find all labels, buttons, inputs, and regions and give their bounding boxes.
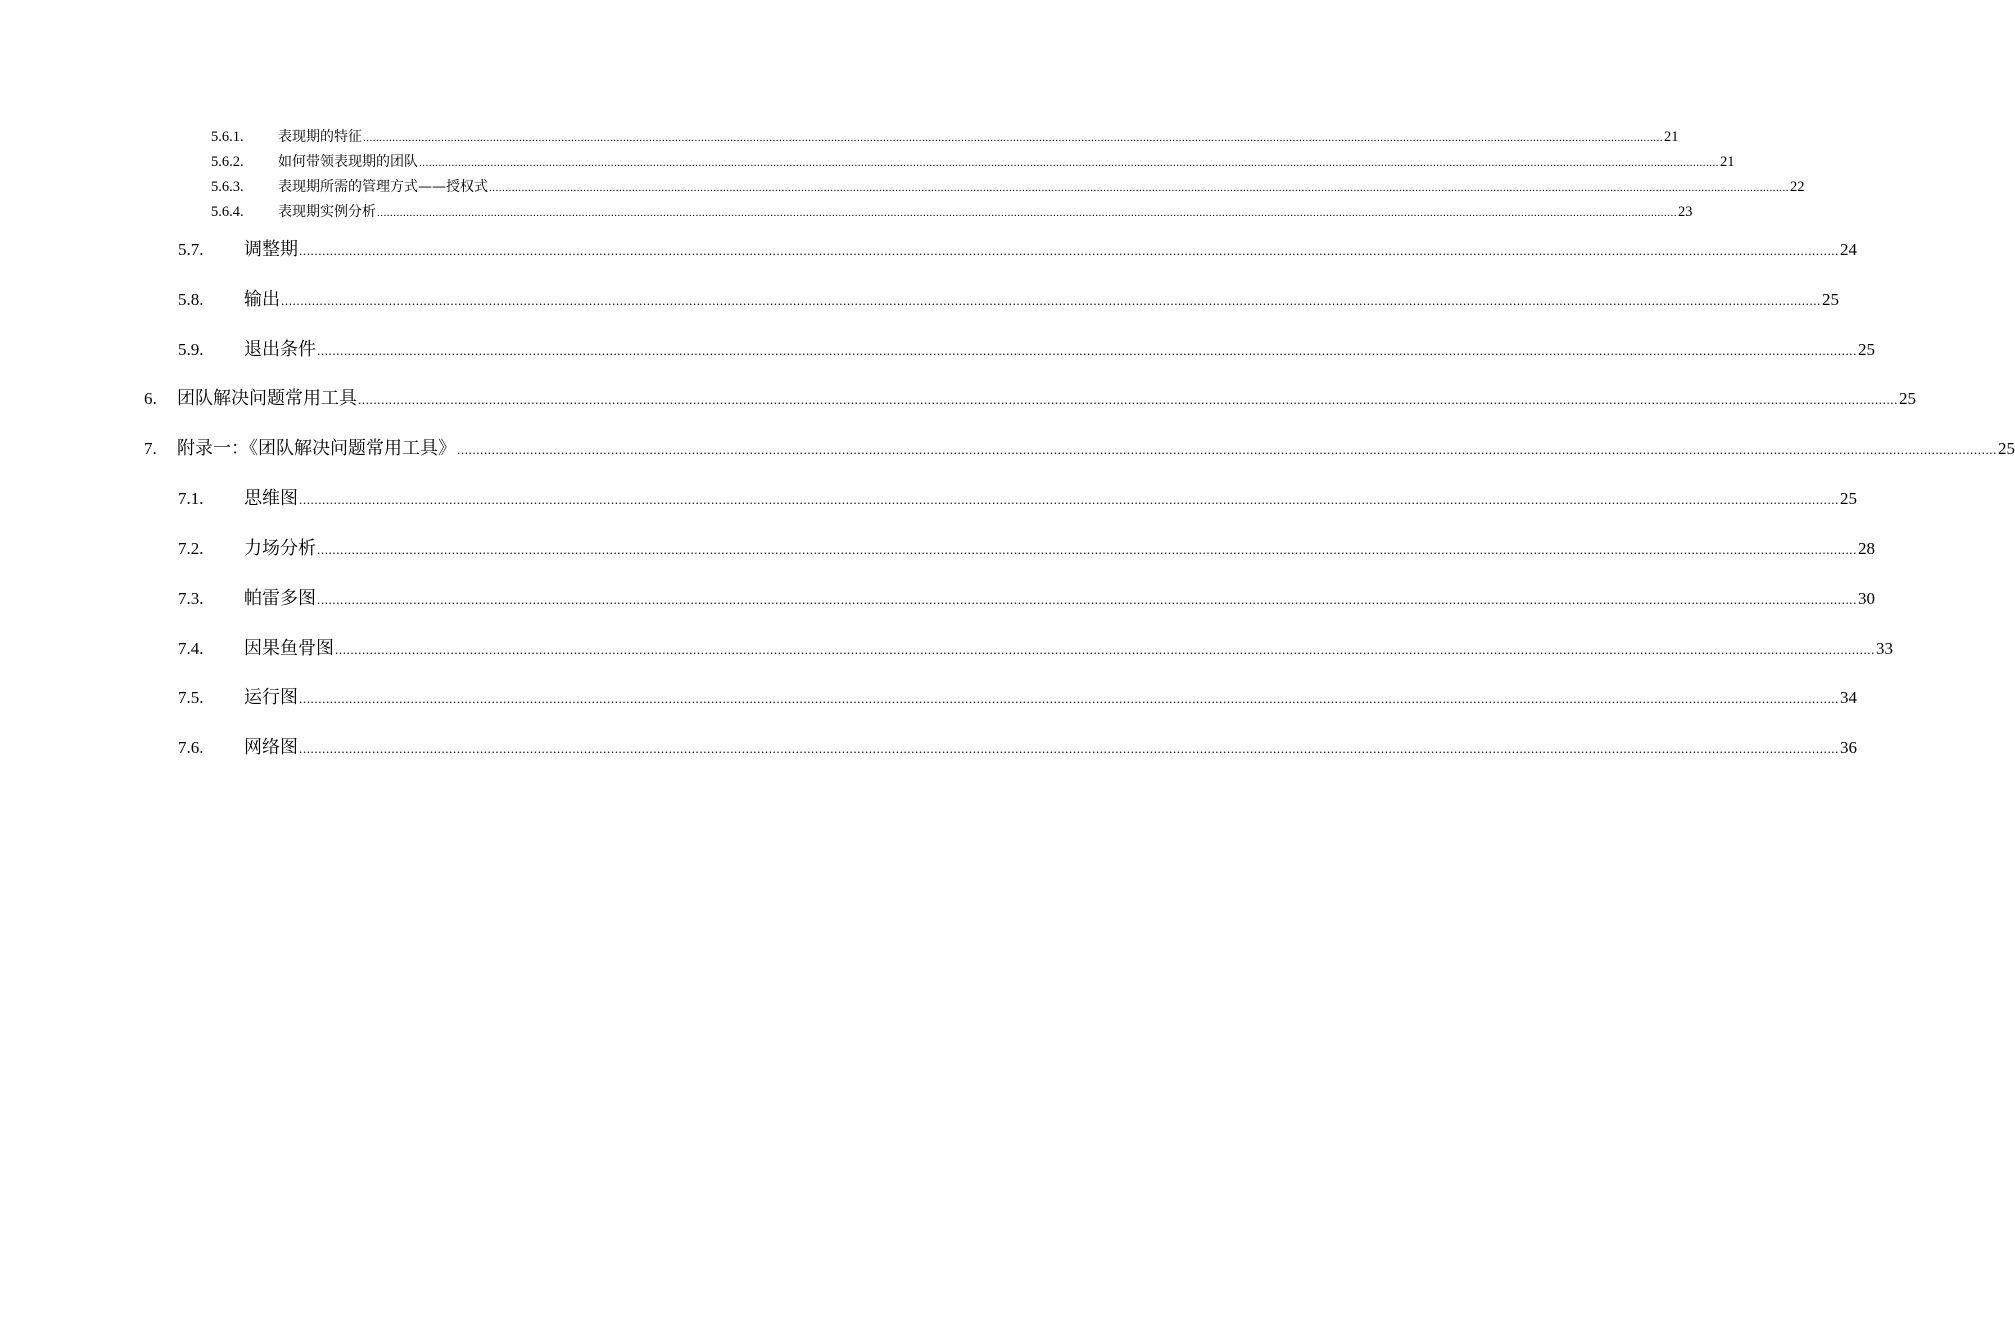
toc-entry-title: 表现期的特征 [278,129,362,145]
toc-entry-7-4[interactable] [178,636,1893,662]
toc-entry-page: 22 [1790,179,1805,195]
toc-entry-page: 30 [1858,589,1875,608]
dot-leader: ................................................................................................................................................................................................................................................................................................................................................................................................................ [363,132,1663,144]
toc-entry-number: 6. [144,389,157,408]
toc-entry-number: 7.2. [178,539,204,558]
toc-entry-5-6-3[interactable] [211,177,1805,197]
dot-leader: ................................................................................................................................................................................................................................................................................................................................................................................................................ [358,392,1898,407]
toc-entry-title: 调整期 [244,239,298,260]
toc-entry-page: 25 [1840,489,1857,508]
toc-entry-title: 帕雷多图 [244,588,316,609]
toc-entry-page: 25 [1899,389,1916,408]
toc-entry-5-9[interactable] [178,337,1875,363]
toc-entry-7[interactable] [144,436,2015,462]
toc-entry-number: 5.6.3. [211,179,244,195]
dot-leader: ................................................................................................................................................................................................................................................................................................................................................................................................................ [419,157,1719,169]
toc-entry-7-2[interactable] [178,536,1875,562]
toc-entry-page: 21 [1664,129,1679,145]
toc-entry-page: 36 [1840,738,1857,757]
toc-entry-number: 5.6.2. [211,154,244,170]
dot-leader: ................................................................................................................................................................................................................................................................................................................................................................................................................ [317,592,1857,607]
toc-entry-title: 如何带领表现期的团队 [278,154,418,170]
dot-leader: ................................................................................................................................................................................................................................................................................................................................................................................................................ [335,642,1875,657]
dot-leader: ................................................................................................................................................................................................................................................................................................................................................................................................................ [299,243,1839,258]
toc-entry-7-5[interactable] [178,685,1857,711]
toc-entry-title: 力场分析 [244,538,316,559]
toc-entry-7-3[interactable] [178,586,1875,612]
dot-leader: ................................................................................................................................................................................................................................................................................................................................................................................................................ [317,343,1857,358]
toc-entry-number: 7.4. [178,639,204,658]
toc-entry-title: 退出条件 [244,339,316,360]
toc-entry-title: 运行图 [244,687,298,708]
dot-leader: ................................................................................................................................................................................................................................................................................................................................................................................................................ [317,542,1857,557]
toc-entry-7-6[interactable] [178,735,1857,761]
dot-leader: ................................................................................................................................................................................................................................................................................................................................................................................................................ [299,492,1839,507]
dot-leader: ................................................................................................................................................................................................................................................................................................................................................................................................................ [457,442,1997,457]
toc-entry-page: 33 [1876,639,1893,658]
toc-entry-number: 7.3. [178,589,204,608]
toc-entry-number: 5.6.4. [211,204,244,220]
toc-entry-number: 5.6.1. [211,129,244,145]
toc-entry-number: 5.8. [178,290,204,309]
toc-entry-5-6-1[interactable] [211,127,1679,147]
toc-entry-number: 7.5. [178,688,204,707]
toc-entry-title: 附录一：《团队解决问题常用工具》 [177,438,456,459]
toc-entry-number: 5.7. [178,240,204,259]
toc-entry-5-6-4[interactable] [211,202,1693,222]
dot-leader: ................................................................................................................................................................................................................................................................................................................................................................................................................ [299,691,1839,706]
toc-entry-page: 34 [1840,688,1857,707]
toc-entry-title: 团队解决问题常用工具 [177,388,357,409]
toc-entry-title: 思维图 [244,488,298,509]
dot-leader: ................................................................................................................................................................................................................................................................................................................................................................................................................ [281,293,1821,308]
toc-entry-number: 5.9. [178,340,204,359]
toc-entry-page: 24 [1840,240,1857,259]
toc-entry-title: 输出 [244,289,280,310]
toc-entry-6[interactable] [144,386,1916,412]
dot-leader: ................................................................................................................................................................................................................................................................................................................................................................................................................ [377,207,1677,219]
toc-entry-5-8[interactable] [178,287,1839,313]
toc-entry-5-7[interactable] [178,237,1857,263]
dot-leader: ................................................................................................................................................................................................................................................................................................................................................................................................................ [489,182,1789,194]
toc-entry-page: 28 [1858,539,1875,558]
toc-entry-page: 25 [1858,340,1875,359]
toc-entry-title: 因果鱼骨图 [244,638,334,659]
toc-entry-5-6-2[interactable] [211,152,1735,172]
toc-entry-number: 7. [144,439,157,458]
toc-entry-page: 25 [1822,290,1839,309]
toc-entry-number: 7.1. [178,489,204,508]
toc-entry-number: 7.6. [178,738,204,757]
toc-entry-7-1[interactable] [178,486,1857,512]
dot-leader: ................................................................................................................................................................................................................................................................................................................................................................................................................ [299,741,1839,756]
toc-entry-page: 25 [1998,439,2015,458]
toc-entry-page: 23 [1678,204,1693,220]
toc-entry-title: 表现期所需的管理方式——授权式 [278,179,488,195]
toc-entry-title: 表现期实例分析 [278,204,376,220]
toc-entry-page: 21 [1720,154,1735,170]
toc-entry-title: 网络图 [244,737,298,758]
